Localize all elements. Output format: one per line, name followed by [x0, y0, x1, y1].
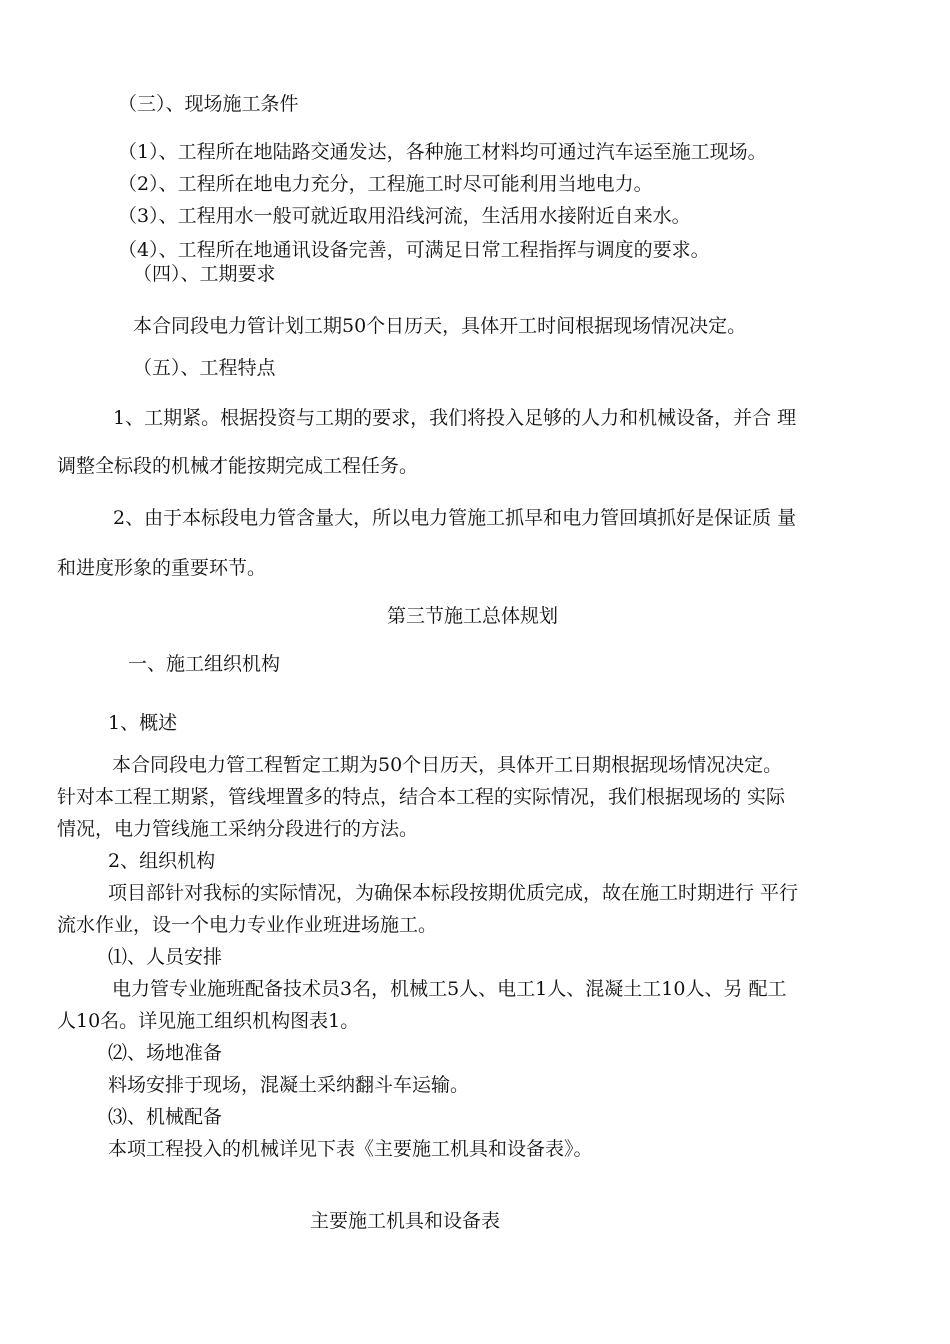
- site-heading: ⑵、场地准备: [108, 1042, 223, 1064]
- site-text: 料场安排于现场，混凝土采纳翻斗车运输。: [108, 1074, 470, 1096]
- section5-heading: （五）、工程特点: [133, 357, 276, 379]
- table-title: 主要施工机具和设备表: [310, 1210, 501, 1232]
- section5-point2-line2: 和进度形象的重要环节。: [57, 557, 267, 579]
- section5-point1-line2: 调整全标段的机械才能按期完成工程任务。: [57, 455, 419, 477]
- section5-point1-line1: 1、工期紧。根据投资与工期的要求，我们将投入足够的人力和机械设备，并合 理: [113, 407, 797, 429]
- section4-text: 本合同段电力管计划工期50个日历天，具体开工时间根据现场情况决定。: [133, 315, 747, 337]
- section3-item-1: （1）、工程所在地陆路交通发达，各种施工材料均可通过汽车运至施工现场。: [118, 141, 767, 163]
- org-heading: 一、施工组织机构: [128, 653, 281, 675]
- overview-line-2: 针对本工程工期紧，管线埋置多的特点，结合本工程的实际情况，我们根据现场的 实际: [57, 786, 786, 808]
- overview-line-3: 情况，电力管线施工采纳分段进行的方法。: [57, 818, 419, 840]
- section5-point2-line1: 2、由于本标段电力管含量大，所以电力管施工抓早和电力管回填抓好是保证质 量: [113, 507, 797, 529]
- staff-line-1: 电力管专业施班配备技术员3名，机械工5人、电工1人、混凝土工10人、另 配工: [112, 978, 787, 1000]
- org2-line-2: 流水作业，设一个电力专业作业班进场施工。: [57, 914, 438, 936]
- overview-line-1: 本合同段电力管工程暂定工期为50个日历天，具体开工日期根据现场情况决定。: [112, 754, 783, 776]
- machine-heading: ⑶、机械配备: [108, 1106, 223, 1128]
- section4-heading: （四）、工期要求: [133, 263, 276, 285]
- staff-line-2: 人10名。详见施工组织机构图表1。: [57, 1010, 360, 1032]
- org2-heading: 2、组织机构: [108, 850, 216, 872]
- org2-line-1: 项目部针对我标的实际情况，为确保本标段按期优质完成，故在施工时期进行 平行: [108, 882, 799, 904]
- machine-text: 本项工程投入的机械详见下表《主要施工机具和设备表》。: [108, 1138, 593, 1160]
- section3-item-3: （3）、工程用水一般可就近取用沿线河流，生活用水接附近自来水。: [118, 205, 691, 227]
- chapter-title: 第三节施工总体规划: [387, 605, 559, 627]
- section3-item-2: （2）、工程所在地电力充分，工程施工时尽可能利用当地电力。: [118, 173, 653, 195]
- overview-heading: 1、概述: [108, 712, 178, 734]
- section3-heading: （三）、现场施工条件: [118, 93, 299, 115]
- section3-item-4: （4）、工程所在地通讯设备完善，可满足日常工程指挥与调度的要求。: [118, 239, 710, 261]
- staff-heading: ⑴、人员安排: [108, 946, 223, 968]
